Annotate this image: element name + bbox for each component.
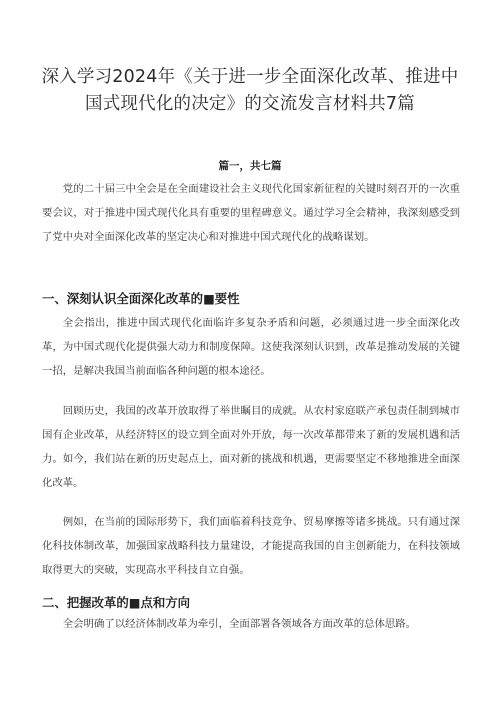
document-title-line-2: 国式现代化的决定》的交流发言材料共7篇 xyxy=(85,94,415,114)
intro-paragraph: 党的二十届三中全会是在全面建设社会主义现代化国家新征程的关键时刻召开的一次重要会议，对于推进中国式现代化具有重要的里程碑意义。通过学习全会精神，我深刻感受到了党中央对全面深化改革的坚定决心和对推进中国式现代化的战略谋划。 xyxy=(42,183,460,243)
section-1-paragraph-1: 全会指出，推进中国式现代化面临许多复杂矛盾和问题，必须通过进一步全面深化改革，为中国式现代化提供强大动力和制度保障。这使我深刻认识到，改革是推动发展的关键一招，是解决我国当前面临各种问题的根本途径。 xyxy=(42,317,460,377)
section-2-paragraph-1: 全会明确了以经济体制改革为牵引，全面部署各领域各方面改革的总体思路。 xyxy=(62,618,417,630)
document-title-line-1: 深入学习2024年《关于进一步全面深化改革、推进中 xyxy=(41,67,459,87)
section-1-paragraph-3: 例如，在当前的国际形势下，我们面临着科技竞争、贸易摩擦等诸多挑战。只有通过深化科技体制改革，加强国家战略科技力量建设，才能提高我国的自主创新能力，在科技领域取得更大的突破，实现高水平科技自立自强。 xyxy=(42,516,460,576)
section-1-heading: 一、深刻认识全面深化改革的■要性 xyxy=(42,291,240,306)
document-subtitle: 篇一，共七篇 xyxy=(218,160,282,172)
document-title xyxy=(40,64,460,118)
section-1-paragraph-2: 回顾历史，我国的改革开放取得了举世瞩目的成就。从农村家庭联产承包责任制到城市国有企业改革，从经济特区的设立到全面对外开放，每一次改革都带来了新的发展机遇和活力。如今，我们站在新的历史起点上，面对新的挑战和机遇，更需要坚定不移地推进全面深化改革。 xyxy=(42,405,460,489)
section-2-heading: 二、把握改革的■点和方向 xyxy=(42,595,191,610)
